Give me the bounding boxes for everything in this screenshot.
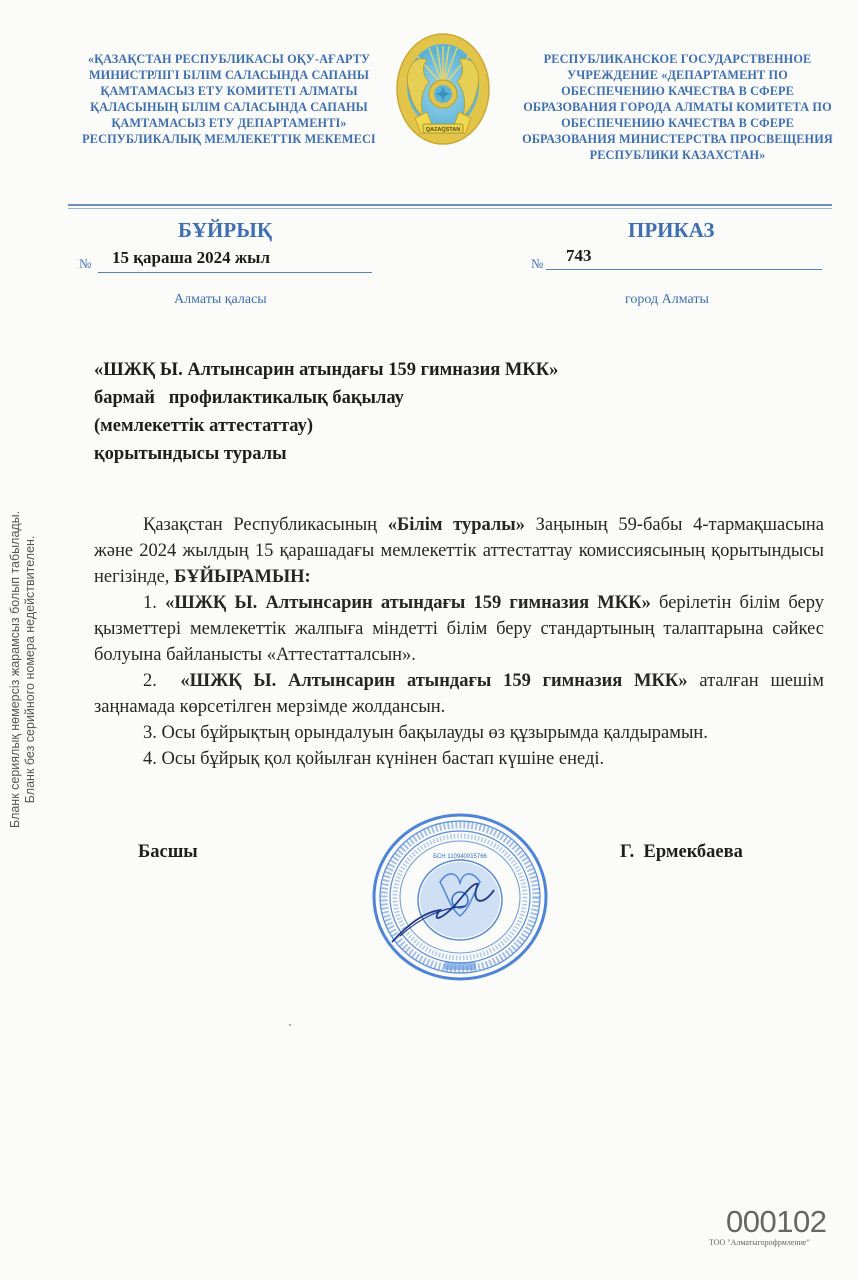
official-stamp-icon <box>370 812 550 982</box>
item-org: «ШЖҚ Ы. Алтынсарин атындағы 159 гимназия МКК» <box>165 593 651 613</box>
header-org-ru-line: РЕСПУБЛИКИ КАЗАХСТАН» <box>589 148 766 162</box>
city-kz: Алматы қаласы <box>174 292 267 307</box>
header-org-ru-line: РЕСПУБЛИКАНСКОЕ ГОСУДАРСТВЕННОЕ <box>543 52 812 66</box>
order-item-4 <box>94 746 824 772</box>
number-sign: № <box>531 256 544 271</box>
order-item-1 <box>94 590 824 668</box>
header-org-kz-line: ҚАМТАМАСЫЗ ЕТУ ДЕПАРТАМЕНТІ» <box>111 116 347 130</box>
speck <box>289 1024 291 1026</box>
header-org-ru-line: УЧРЕЖДЕНИЕ «ДЕПАРТАМЕНТ ПО <box>567 68 788 82</box>
header-org-kz-line: ҚАМТАМАСЫЗ ЕТУ КОМИТЕТІ АЛМАТЫ <box>100 84 358 98</box>
order-command: БҰЙЫРАМЫН: <box>174 567 311 587</box>
item-text: берілетін білім беру қызметтері мемлекеттік жалпыға міндетті білім беру стандартының талаптарына сәйкес болуына байланысты «Аттестатталсын». <box>94 593 825 665</box>
order-item-2 <box>94 668 824 720</box>
number-sign: № <box>79 256 92 271</box>
header-divider-thin <box>68 208 832 209</box>
subject-line: бармай профилактикалық бақылау <box>94 388 404 408</box>
header-org-ru-line: ОБРАЗОВАНИЯ МИНИСТЕРСТВА ПРОСВЕЩЕНИЯ <box>522 132 833 146</box>
header-org-kz-line: МИНИСТРЛІГІ БІЛІМ САЛАСЫНДА САПАНЫ <box>88 68 370 82</box>
item-text: Осы бұйрық қол қойылған күнінен бастап күшіне енеді. <box>161 749 605 769</box>
order-item-3 <box>94 720 824 746</box>
header-org-ru <box>510 51 845 163</box>
header-org-ru-line: ОБРАЗОВАНИЯ ГОРОДА АЛМАТЫ КОМИТЕТА ПО <box>523 100 832 114</box>
item-org: «ШЖҚ Ы. Алтынсарин атындағы 159 гимназия МКК» <box>180 671 688 691</box>
order-date: 15 қараша 2024 жыл <box>112 248 270 267</box>
document-title-ru: ПРИКАЗ <box>628 218 715 242</box>
header-org-ru-line: ОБЕСПЕЧЕНИЮ КАЧЕСТВА В СФЕРЕ <box>561 116 794 130</box>
number-underline <box>546 269 822 270</box>
blank-serial-note <box>8 511 37 828</box>
item-text: Осы бұйрықтың орындалуын бақылауды өз құзырымда қалдырамын. <box>161 723 708 743</box>
blank-note-kz: Бланк сериялық нөмерсіз жарамсыз болып табылады. <box>8 510 22 828</box>
date-underline <box>98 272 372 273</box>
subject-line: (мемлекеттік аттестаттау) <box>94 416 313 436</box>
item-number: 1. <box>143 593 166 613</box>
svg-text:QAZAQSTAN: QAZAQSTAN <box>425 127 461 133</box>
state-emblem-icon <box>393 30 493 148</box>
header-org-kz-line: «ҚАЗАҚСТАН РЕСПУБЛИКАСЫ ОҚУ-АҒАРТУ <box>87 52 371 66</box>
signer-name: Г. Ермекбаева <box>620 842 743 862</box>
signer-role: Басшы <box>138 842 198 862</box>
subject-line: «ШЖҚ Ы. Алтынсарин атындағы 159 гимназия МКК» <box>94 360 559 380</box>
order-subject <box>94 356 558 468</box>
header-divider <box>68 204 832 206</box>
header-org-ru-line: ОБЕСПЕЧЕНИЮ КАЧЕСТВА В СФЕРЕ <box>561 84 794 98</box>
header-org-kz <box>66 51 392 147</box>
subject-line: қорытындысы туралы <box>94 444 287 464</box>
order-body <box>94 512 824 772</box>
law-name: «Білім туралы» <box>387 515 525 535</box>
item-number: 3. <box>143 723 162 743</box>
item-text: аталған шешім заңнамада көрсетілген мерзімде жолдансын. <box>94 671 825 717</box>
item-number: 4. <box>143 749 162 769</box>
item-number: 2. <box>143 671 181 691</box>
header-org-kz-line: ҚАЛАСЫНЫҢ БІЛІМ САЛАСЫНДА САПАНЫ <box>90 100 368 114</box>
preamble-text: Қазақстан Республикасының <box>143 515 388 535</box>
document-title-kz: БҰЙРЫҚ <box>178 218 273 242</box>
preamble-text: Заңының 59-бабы 4-тармақшасына және 2024 жылдың 15 қарашадағы мемлекеттік аттестаттау комиссиясының қорытындысы негізінде, <box>94 515 825 587</box>
preamble-paragraph <box>94 512 824 590</box>
printer-credit: ТОО "Алматыгорофрмление" <box>709 1238 810 1247</box>
blank-note-ru: Бланк без серийного номера недействителен. <box>22 535 37 804</box>
city-ru: город Алматы <box>625 292 709 307</box>
header-org-kz-line: РЕСПУБЛИКАЛЫҚ МЕМЛЕКЕТТІК МЕКЕМЕСІ <box>82 132 376 146</box>
order-number: 743 <box>566 246 592 265</box>
svg-text:БСН 110940015766: БСН 110940015766 <box>433 854 487 860</box>
blank-serial-number: 000102 <box>726 1204 827 1239</box>
